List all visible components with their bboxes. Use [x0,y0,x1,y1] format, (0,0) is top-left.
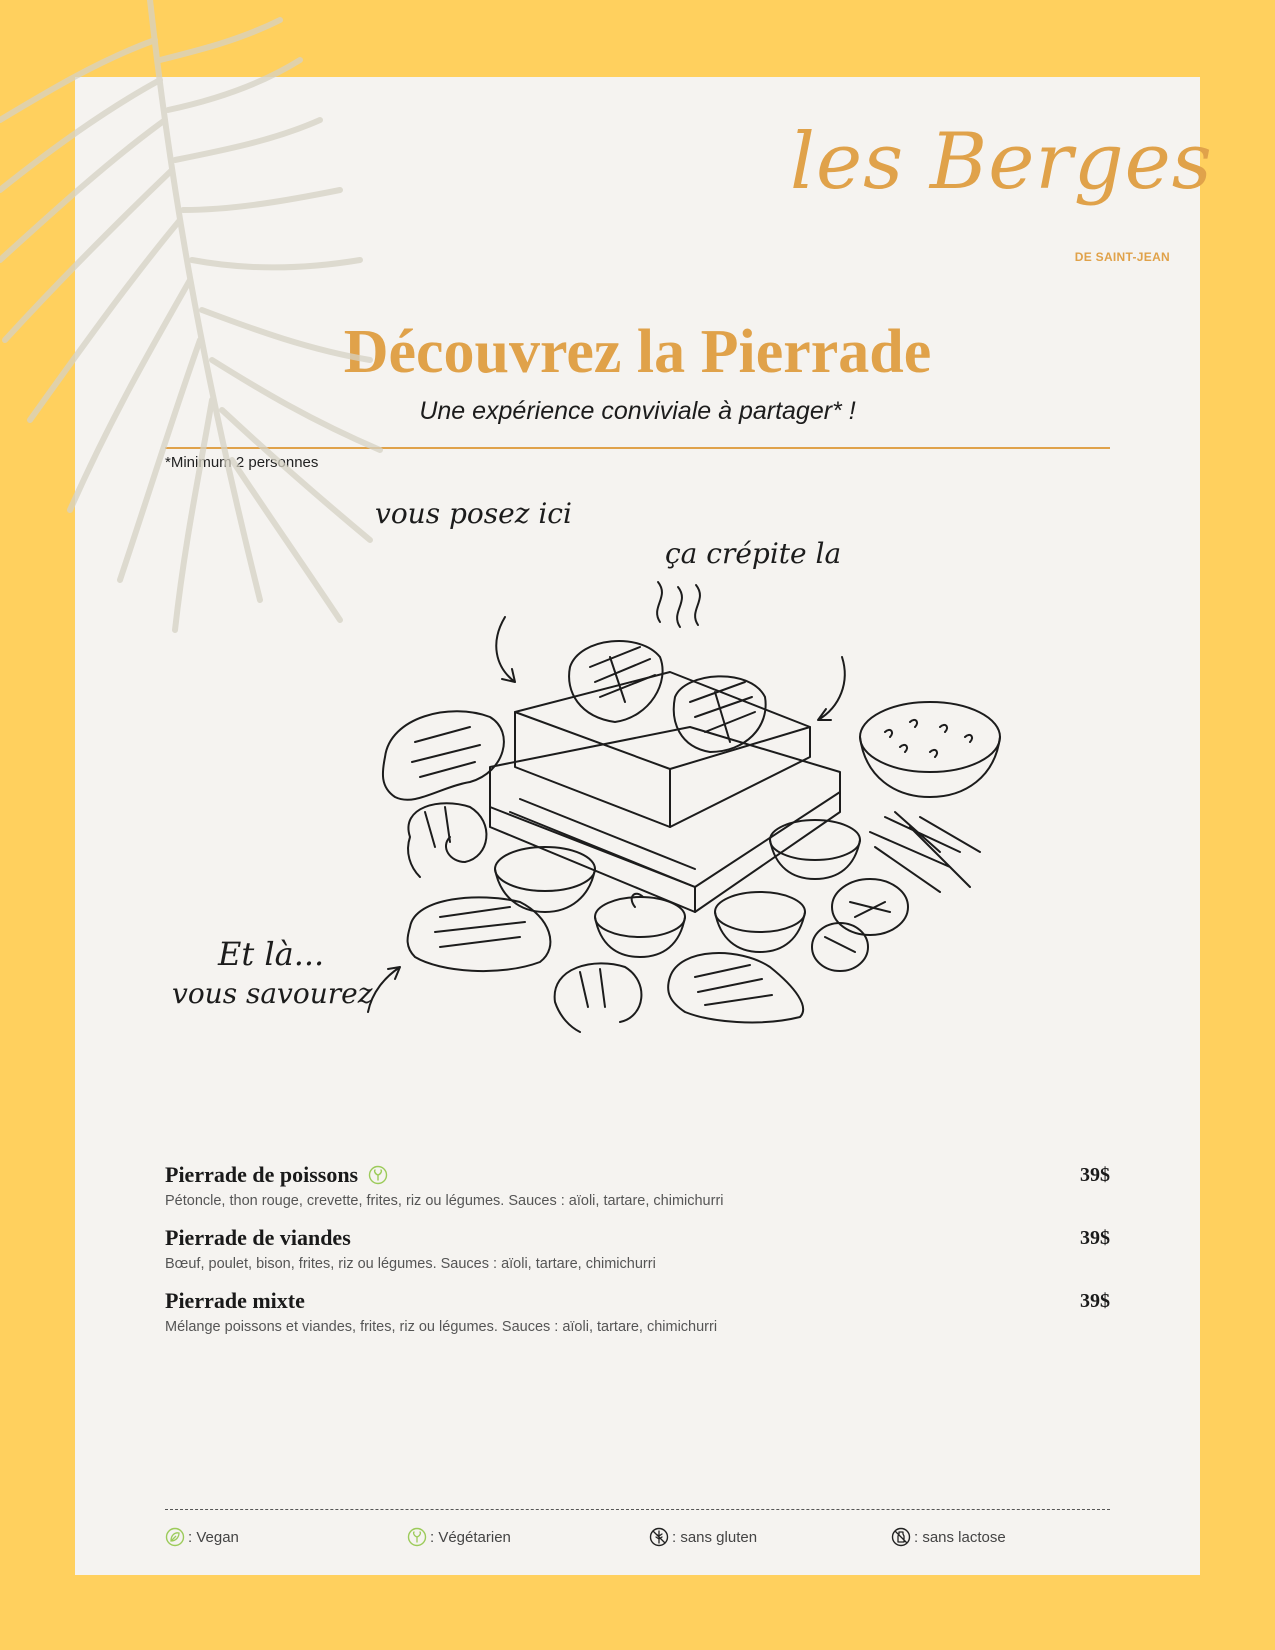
menu-item-name-text: Pierrade de poissons [165,1162,359,1187]
menu-list [165,1162,1110,1351]
legend-vegetarian-label: : Végétarien [430,1528,511,1546]
label-vous-posez-ici: vous posez ici [375,497,572,530]
menu-item-price: 39$ [1080,1164,1110,1186]
title-divider [165,447,1110,449]
gluten-free-icon [649,1527,669,1547]
menu-item-name: Pierrade mixte [165,1288,305,1313]
legend-lactose-free [891,1527,1006,1547]
vegan-icon [165,1527,185,1547]
menu-item-name: Pierrade de viandes [165,1225,351,1250]
menu-item-description: Pétoncle, thon rouge, crevette, frites, riz ou légumes. Sauces : aïoli, tartare, chimichurri [165,1193,724,1209]
pierrade-illustration [150,507,1050,1147]
brand-subtitle: DE SAINT-JEAN [1074,250,1170,264]
brand-script-wordmark: les Berges [790,117,1213,207]
menu-item [165,1162,1110,1225]
legend-gluten-free [649,1527,757,1547]
menu-item-name [165,1162,388,1188]
legend-divider [165,1509,1110,1510]
legend-vegan-label: : Vegan [188,1528,239,1546]
legend-vegan [165,1527,239,1547]
menu-item [165,1288,1110,1351]
label-et-la: Et là... [218,935,325,973]
vegetarian-icon [368,1165,388,1185]
label-vous-savourez: vous savourez [172,977,373,1010]
menu-item-description: Mélange poissons et viandes, frites, riz ou légumes. Sauces : aïoli, tartare, chimichurri [165,1319,718,1335]
vegetarian-icon [407,1527,427,1547]
lactose-free-icon [891,1527,911,1547]
menu-item-price: 39$ [1080,1290,1110,1312]
page-subtitle: Une expérience conviviale à partager* ! [419,397,856,425]
legend-vegetarian [407,1527,511,1547]
legend-lactose-free-label: : sans lactose [914,1528,1006,1546]
label-ca-crepite: ça crépite la [665,537,842,570]
menu-item-price: 39$ [1080,1227,1110,1249]
menu-page [75,77,1213,1575]
legend-gluten-free-label: : sans gluten [672,1528,758,1546]
menu-item [165,1225,1110,1288]
brand-logo [790,117,1213,264]
menu-item-description: Bœuf, poulet, bison, frites, riz ou légumes. Sauces : aïoli, tartare, chimichurri [165,1256,656,1272]
page-title: Découvrez la Pierrade [343,318,932,386]
minimum-note: *Minimum 2 personnes [165,454,319,471]
